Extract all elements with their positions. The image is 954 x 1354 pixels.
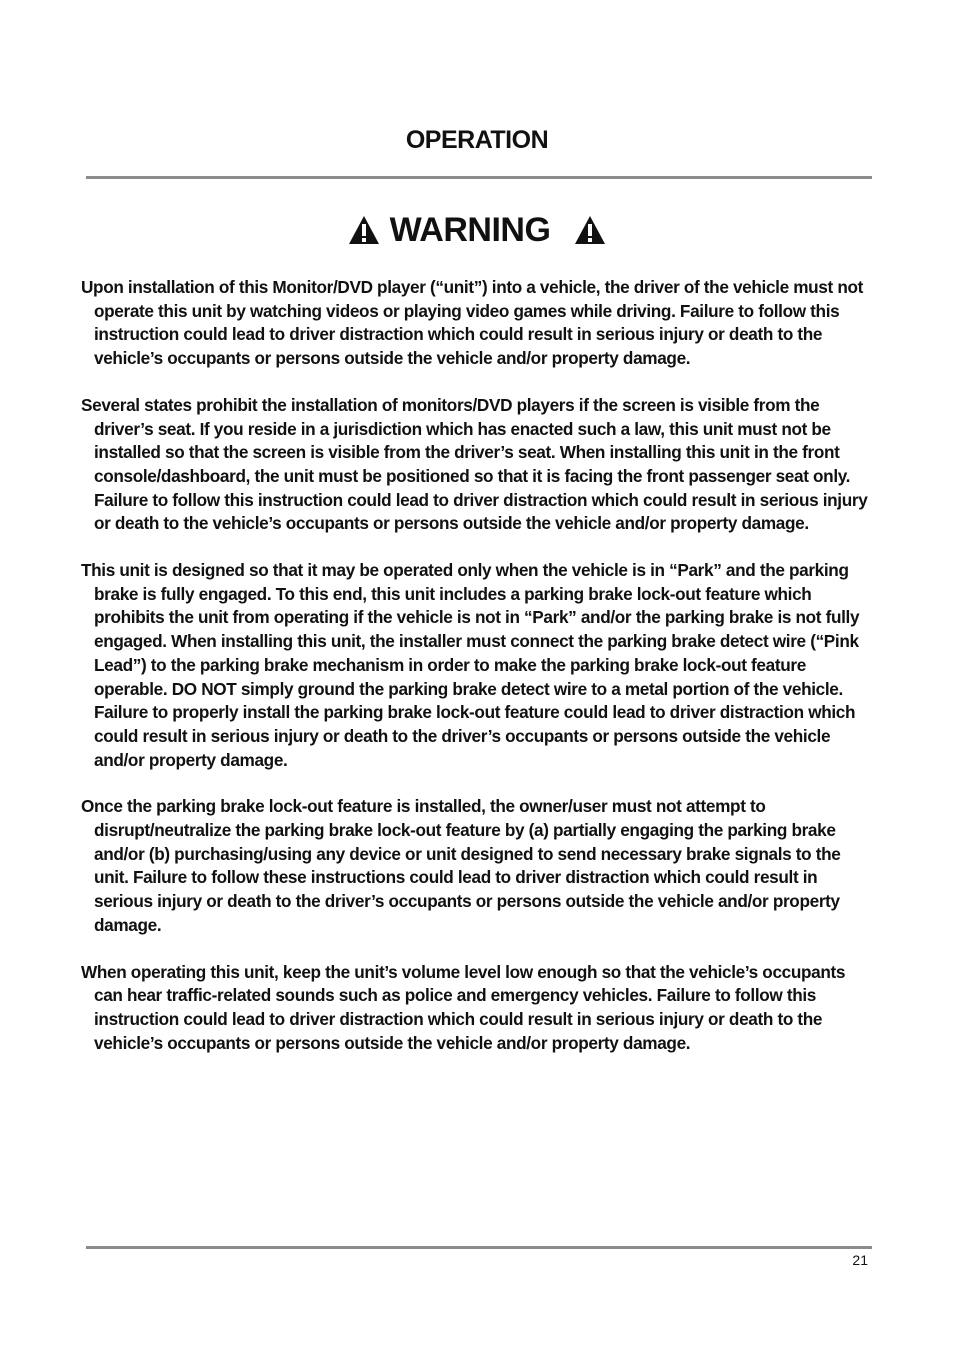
warning-title: WARNING bbox=[389, 211, 551, 249]
warning-paragraph-screen-visibility: Several states prohibit the installation of monitors/DVD players if the screen is visible from the driver’s seat. If you reside in a jurisdiction which has enacted such a law, this unit must not be installed so that the screen is visible from the driver’s seat. When installing this unit in the front console/dashboard, the unit must be positioned so that it is facing the front passenger seat only. Failure to follow this instruction could lead to driver distraction which could result in serious injury or death to the vehicle’s occupants or persons outside the vehicle and/or property damage. bbox=[81, 394, 868, 534]
warning-paragraph-lock-out: Once the parking brake lock-out feature is installed, the owner/user must not attempt to disrupt/neutralize the parking brake lock-out feature by (a) partially engaging the parking brake and/or (b) purchasing/using any device or unit designed to send necessary brake signals to the unit. Failure to follow these instructions could lead to driver distraction which could result in serious injury or death to the driver’s occupants or persons outside the vehicle and/or property damage. bbox=[81, 796, 841, 935]
footer-divider bbox=[86, 1246, 872, 1249]
warning-paragraph-driving: Upon installation of this Monitor/DVD player (“unit”) into a vehicle, the driver of the vehicle must not operate this unit by watching videos or playing video games while driving. Failure to follow this instruction could lead to driver distraction which could result in serious injury or death to the vehicle’s occupants or persons outside the vehicle and/or property damage. bbox=[81, 277, 863, 369]
warning-paragraph-volume: When operating this unit, keep the unit’s volume level low enough so that the vehicle’s occupants can hear traffic-related sounds such as police and emergency vehicles. Failure to follow this instruction could lead to driver distraction which could result in serious injury or death to the vehicle’s occupants or persons outside the vehicle and/or property damage. bbox=[81, 961, 846, 1053]
section-title: OPERATION bbox=[405, 126, 549, 154]
warning-triangle-icon bbox=[348, 215, 380, 245]
warning-body bbox=[81, 276, 871, 1078]
warning-paragraph-parking-brake: This unit is designed so that it may be operated only when the vehicle is in “Park” and the parking brake is fully engaged. To this end, this unit includes a parking brake lock-out feature which prohibits the unit from operating if the vehicle is not in “Park” and/or the parking brake is not fully engaged. When installing this unit, the installer must connect the parking brake detect wire (“Pink Lead”) to the parking brake mechanism in order to make the parking brake lock-out feature operable. DO NOT simply ground the parking brake detect wire to a metal portion of the vehicle. Failure to properly install the parking brake lock-out feature could lead to driver distraction which could result in serious injury or death to the driver’s occupants or persons outside the vehicle and/or property damage. bbox=[81, 560, 860, 770]
warning-heading bbox=[0, 208, 954, 252]
page-number: 21 bbox=[852, 1252, 868, 1268]
warning-triangle-icon bbox=[574, 215, 606, 245]
header-divider bbox=[86, 176, 872, 179]
